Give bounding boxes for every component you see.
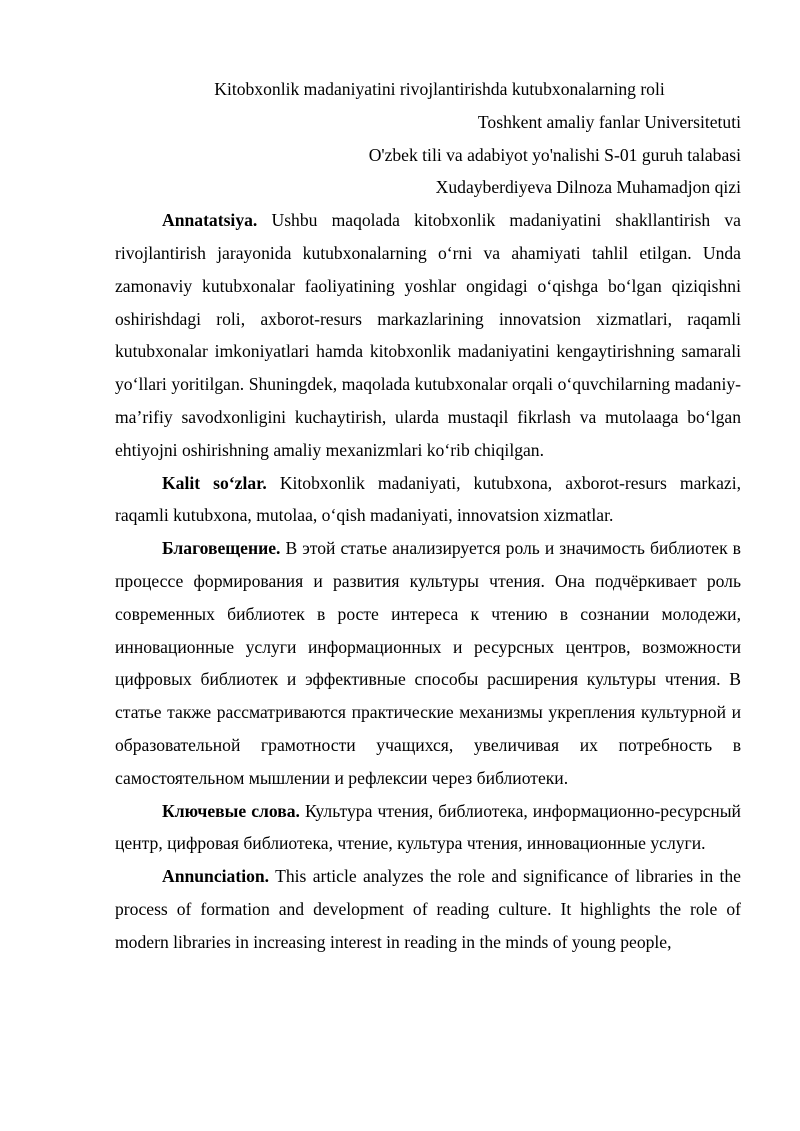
abstract-english-label: Annunciation. bbox=[162, 866, 270, 887]
author-name: Xudayberdiyeva Dilnoza Muhamadjon qizi bbox=[435, 177, 741, 198]
keywords-russian bbox=[115, 795, 741, 861]
student-group: O'zbek tili va adabiyot yo'nalishi S-01 guruh talabasi bbox=[368, 144, 741, 165]
abstract-english bbox=[115, 860, 741, 958]
keywords-uzbek bbox=[115, 467, 741, 533]
article-title: Kitobxonlik madaniyatini rivojlantirishda kutubxonalarning roli bbox=[214, 79, 665, 99]
keywords-russian-text: Культура чтения, библиотека, информационно-ресурсный центр, цифровая библиотека, чтение, культура чтения, инновационные услуги. bbox=[115, 800, 741, 854]
keywords-russian-label: Ключевые слова. bbox=[162, 800, 300, 821]
abstract-english-text: This article analyzes the role and significance of libraries in the process of formation and development of reading culture. It highlights the role of modern libraries in increasing interest in reading in the minds of young people, bbox=[115, 866, 741, 952]
abstract-russian-label: Благовещение. bbox=[162, 538, 281, 559]
abstract-uzbek-label: Annatatsiya. bbox=[162, 210, 258, 231]
abstract-russian-text: В этой статье анализируется роль и значимость библиотек в процессе формирования и развития культуры чтения. Она подчёркивает роль современных библиотек в росте интереса к чтению в сознании молодежи, инновационные услуги информационных и ресурсных центров, возможности цифровых библиотек и эффективные способы расширения культуры чтения. В статье также рассматриваются практические механизмы укрепления культурной и образовательной грамотности учащихся, увеличивая их потребность в самостоятельном мышлении и рефлексии через библиотеки. bbox=[115, 538, 741, 788]
document-page bbox=[115, 73, 741, 959]
abstract-uzbek bbox=[115, 204, 741, 466]
university-name: Toshkent amaliy fanlar Universitetuti bbox=[477, 111, 741, 132]
keywords-uzbek-label: Kalit so‘zlar. bbox=[162, 472, 267, 493]
abstract-uzbek-text: Ushbu maqolada kitobxonlik madaniyatini shakllantirish va rivojlantirish jarayonida kutubxonalarning o‘rni va ahamiyati tahlil etilgan. Unda zamonaviy kutubxonalar faoliyatining yoshlar ongidagi o‘qishga bo‘lgan qiziqishni oshirishdagi roli, axborot-resurs markazlarining innovatsion xizmatlari, raqamli kutubxonalar imkoniyatlari hamda kitobxonlik madaniyatini kengaytirishning samarali yo‘llari yoritilgan. Shuningdek, maqolada kutubxonalar orqali o‘quvchilarning madaniy-ma’rifiy savodxonligini kuchaytirish, ularda mustaqil fikrlash va mutolaaga bo‘lgan ehtiyojni oshirishning amaliy mexanizmlari ko‘rib chiqilgan. bbox=[115, 210, 741, 460]
keywords-uzbek-text: Kitobxonlik madaniyati, kutubxona, axborot-resurs markazi, raqamli kutubxona, mutolaa, o‘qish madaniyati, innovatsion xizmatlar. bbox=[115, 472, 741, 526]
abstract-russian bbox=[115, 532, 741, 794]
